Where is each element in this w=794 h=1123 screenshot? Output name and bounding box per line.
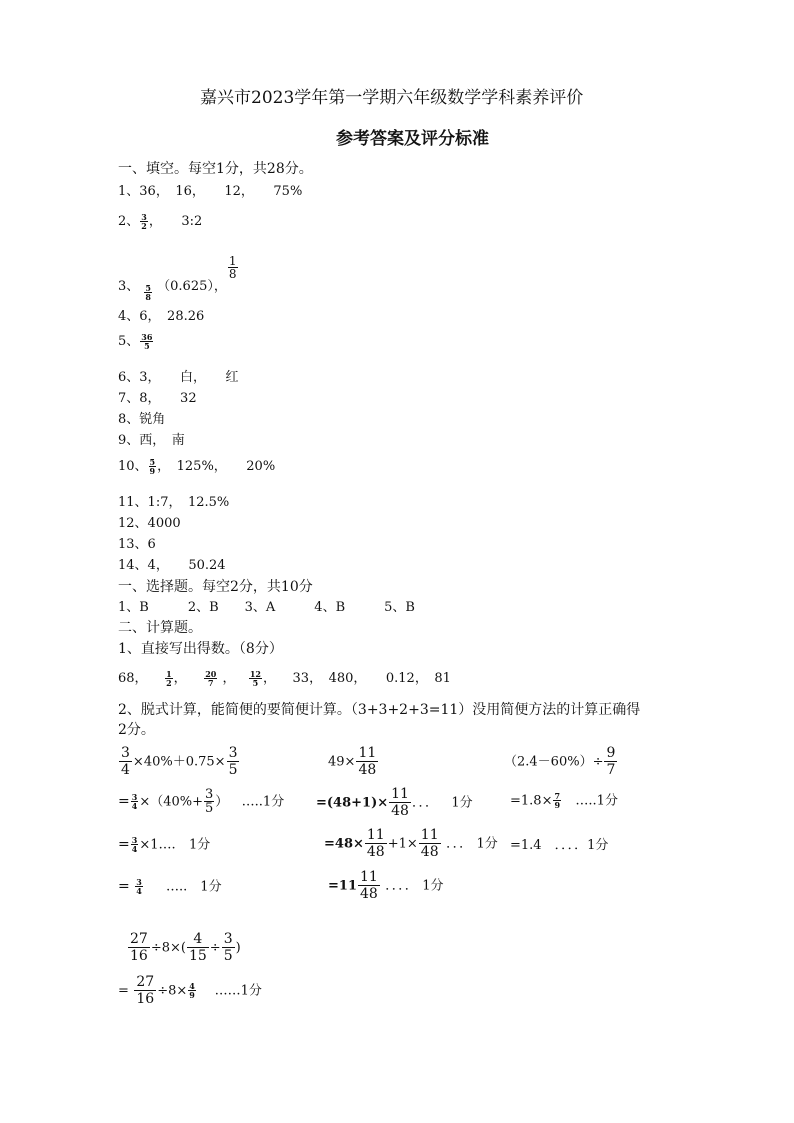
fraction: $\frac{5}{9}$ [149,457,156,476]
answer-line-8: 8、锐角 [118,412,166,427]
fraction: $\frac{3}{4}$ [131,835,138,854]
document-subtitle: 参考答案及评分标准 [336,129,489,149]
expr-b-line4: =11 $\frac{11}{48}$ ．．．． 1分 [328,869,444,902]
expr-a-line2: = $\frac{3}{4}$ ×（40%+ $\frac{3}{5}$ ） …..1分 [118,787,285,816]
expr-d-line1: $\frac{27}{16}$ ÷8×( $\frac{4}{15}$ ÷ $\frac{3}{5}$ ) [130,931,241,964]
fraction: $\frac{4}{9}$ [189,981,195,1000]
answer-line-3: 3、 $\frac{5}{8}$ （0.625）， $\frac{1}{8}$ [118,254,237,302]
answer-line-6: 6、3， 白， 红 [118,370,239,385]
fraction: $\frac{12}{5}$ [249,669,261,688]
fraction: $\frac{3}{5}$ [205,787,214,816]
fraction: $\frac{3}{4}$ [121,745,130,778]
answer-line-7: 7、8， 32 [118,391,197,406]
expr-c-line1: （2.4－60%）÷ $\frac{9}{7}$ [504,745,616,778]
answer-line-10: 10、 $\frac{5}{9}$ ， 125%， 20% [118,457,276,476]
expr-c-line3: =1.4 ．．．．1分 [510,838,609,853]
expr-a-line1: $\frac{3}{4}$ ×40%＋0.75× $\frac{3}{5}$ [121,745,238,778]
fraction: $\frac{3}{5}$ [223,931,233,964]
section2-heading: 一、选择题。每空2分，共10分 [118,579,313,595]
answer-line-14: 14、4， 50.24 [118,558,226,573]
fraction: $\frac{5}{8}$ [145,283,151,302]
expr-d-line2: = $\frac{27}{16}$ ÷8× $\frac{4}{9}$ ……1分 [118,974,262,1007]
fraction: $\frac{3}{4}$ [131,792,138,811]
fraction: $\frac{7}{9}$ [554,791,561,810]
section1-heading: 一、填空。每空1分，共28分。 [118,161,313,177]
fraction: $\frac{9}{7}$ [606,745,616,778]
answer-line-12: 12、4000 [118,516,181,531]
fraction: $\frac{3}{4}$ [136,877,142,896]
fraction: $\frac{20}{7}$ [205,669,217,688]
calc-sub2-heading-line1: 2、脱式计算，能简便的要简便计算。（3+3+2+3=11）没用简便方法的计算正确得 [118,702,641,718]
expr-b-line2: =(48+1)× $\frac{11}{48}$ ．．． 1分 [316,786,473,819]
fraction: $\frac{36}{5}$ [141,332,153,351]
answer-line-2: 2、 $\frac{3}{2}$ ， 3:2 [118,212,203,231]
fraction: $\frac{11}{48}$ [359,869,378,902]
fraction: $\frac{3}{5}$ [228,745,238,778]
fraction: $\frac{11}{48}$ [366,827,385,860]
expr-b-line3: =48× $\frac{11}{48}$ +1× $\frac{11}{48}$ ．．． 1分 [324,827,498,860]
calc-sub2-heading-line2: 2分。 [118,722,155,738]
answer-line-1: 1、36， 16， 12， 75% [118,184,303,199]
fraction: $\frac{1}{2}$ [166,669,172,688]
fraction: $\frac{27}{16}$ [130,931,148,964]
choice-answers: 1、B 2、B 3、A 4、B 5、B [118,600,415,615]
answer-line-5: 5、 $\frac{36}{5}$ [118,332,153,351]
answer-line-4: 4、6， 28.26 [118,309,205,324]
answer-line-13: 13、6 [118,537,156,552]
expr-a-line3: = $\frac{3}{4}$ ×1…. 1分 [118,835,211,854]
section3-heading: 二、计算题。 [118,620,202,636]
calc-sub1-answers: 68， $\frac{1}{2}$ ， $\frac{20}{7}$ ， $\frac{12}{5}$ ， 33， 480， 0.12， 81 [118,669,451,688]
expr-b-line1: 49× $\frac{11}{48}$ [328,745,377,778]
answer-line-11: 11、1:7， 12.5% [118,495,230,510]
fraction: $\frac{4}{15}$ [188,931,207,964]
expr-c-line2: =1.8× $\frac{7}{9}$ …..1分 [510,791,618,810]
fraction: $\frac{11}{48}$ [391,786,409,819]
answer-line-9: 9、西， 南 [118,433,185,448]
fraction: $\frac{11}{48}$ [420,827,439,860]
fraction: $\frac{11}{48}$ [358,745,377,778]
expr-a-line4: = $\frac{3}{4}$ ….. 1分 [118,877,222,896]
document-title: 嘉兴市2023学年第一学期六年级数学学科素养评价 [200,88,584,108]
fraction: $\frac{1}{8}$ [228,254,237,281]
fraction: $\frac{3}{2}$ [141,212,147,231]
fraction: $\frac{27}{16}$ [136,974,155,1007]
calc-sub1-heading: 1、直接写出得数。（8分） [118,641,283,657]
